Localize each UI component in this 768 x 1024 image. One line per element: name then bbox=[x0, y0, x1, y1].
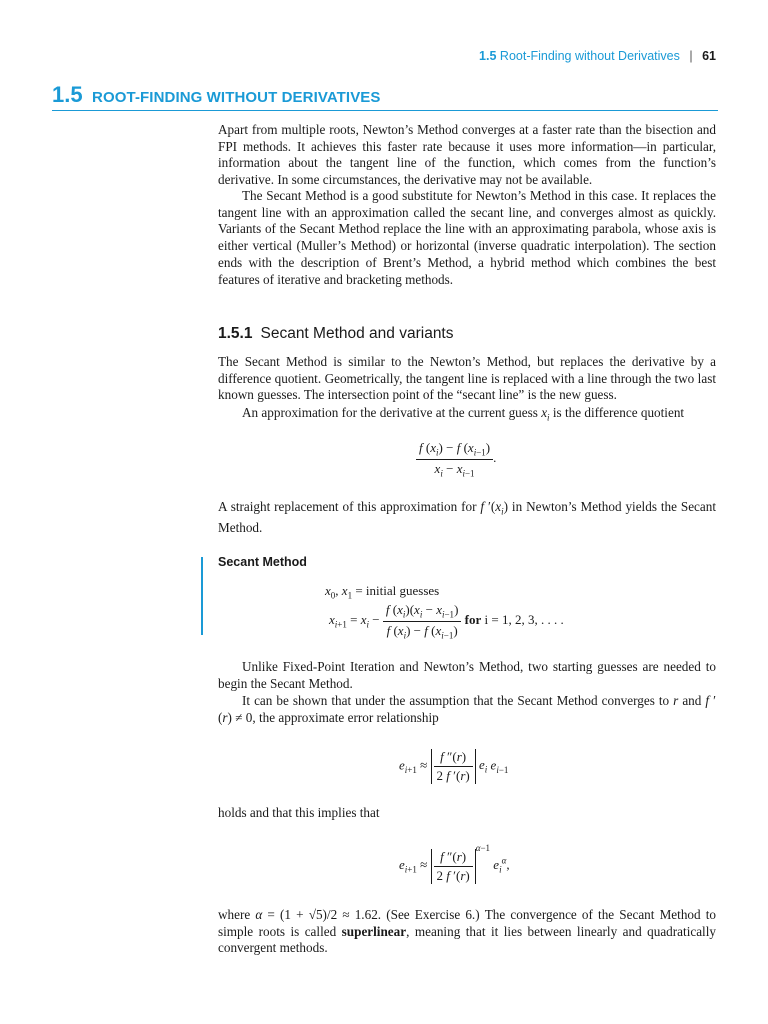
equation-error-relationship: $e_{i+1}$ ≈ $\frac{f ''(r)}{2 f '(r)}$ $e_i$ $e_{i-1}$ bbox=[399, 749, 509, 783]
running-head-title: Root-Finding without Derivatives bbox=[499, 49, 680, 63]
running-head bbox=[479, 49, 716, 63]
equation-difference-quotient: $\frac{f (x_i) - f (x_{i-1})}{x_i - x_{i-1}}$ . bbox=[416, 440, 496, 478]
body-paragraph-error-assumption: It can be shown that under the assumption that the Secant Method converges to r and f ′(r) ≠ 0, the approximate error relationship bbox=[218, 693, 716, 725]
body-paragraph-replacement: A straight replacement of this approximation for f $'(x_i)$ in Newton’s Method yields the Secant Method. bbox=[218, 499, 717, 536]
body-paragraph-difference-quotient: An approximation for the derivative at the current guess $x_i$ is the difference quotient bbox=[242, 405, 685, 423]
subsection-number: 1.5.1 bbox=[218, 325, 253, 342]
body-paragraph-secant-intro: The Secant Method is similar to the Newton’s Method, but replaces the derivative by a difference quotient. Geometrically, the tangent line is replaced with a line through the two last known guesses. The intersection point of the “secant line” is the new guess. bbox=[218, 354, 716, 403]
algorithm-initial-guesses: $x_0$, $x_1$ = initial guesses bbox=[325, 583, 440, 601]
body-paragraph-implies: holds and that this implies that bbox=[218, 805, 380, 820]
algorithm-title: Secant Method bbox=[218, 555, 307, 569]
subsection-heading bbox=[218, 325, 454, 343]
page-number: 61 bbox=[702, 49, 716, 63]
intro-paragraph-1: Apart from multiple roots, Newton’s Method converges at a faster rate than the bisection and FPI methods. It achieves this faster rate because it uses more information—in particular, information about the tangent line of the function, which comes from the function’s derivative. In some circumstances, the derivative may not be available. bbox=[218, 122, 716, 188]
section-heading bbox=[52, 82, 718, 111]
section-number: 1.5 bbox=[52, 82, 83, 107]
subsection-title: Secant Method and variants bbox=[260, 325, 454, 342]
section-title: ROOT-FINDING WITHOUT DERIVATIVES bbox=[92, 89, 381, 106]
running-head-separator: | bbox=[689, 49, 693, 63]
algorithm-secant-iteration: $x_{i+1} = x_i$ − $\frac{f (x_i)(x_i - x_{i-1})}{f (x_i) - f (x_{i-1})}$ for i = 1, 2, 3, . . . . bbox=[329, 602, 564, 641]
running-head-section-number: 1.5 bbox=[479, 49, 497, 63]
equation-superlinear-convergence: $e_{i+1}$ ≈ $\frac{f ''(r)}{2 f '(r)}$ $^{\alpha-1}$ $e_i^\alpha$, bbox=[399, 843, 510, 883]
algorithm-box-accent-bar bbox=[201, 557, 203, 635]
body-paragraph-two-guesses: Unlike Fixed-Point Iteration and Newton’s Method, two starting guesses are needed to begin the Secant Method. bbox=[218, 659, 716, 691]
intro-paragraph-2: The Secant Method is a good substitute for Newton’s Method in this case. It replaces the tangent line with an approximation called the secant line, and converges almost as quickly. Variants of the Secant Method replace the line with an approximating parabola, whose axis is either vertical (Muller’s Method) or horizontal (inverse quadratic interpolation). The section ends with the description of Brent’s Method, a hybrid method which combines the best features of iterative and bracketing methods. bbox=[218, 188, 716, 287]
body-paragraph-superlinear: where α = (1 + √5)/2 ≈ 1.62. (See Exercise 6.) The convergence of the Secant Method to simple roots is called superlinear, meaning that it lies between linearly and quadratically convergent methods. bbox=[218, 907, 717, 956]
